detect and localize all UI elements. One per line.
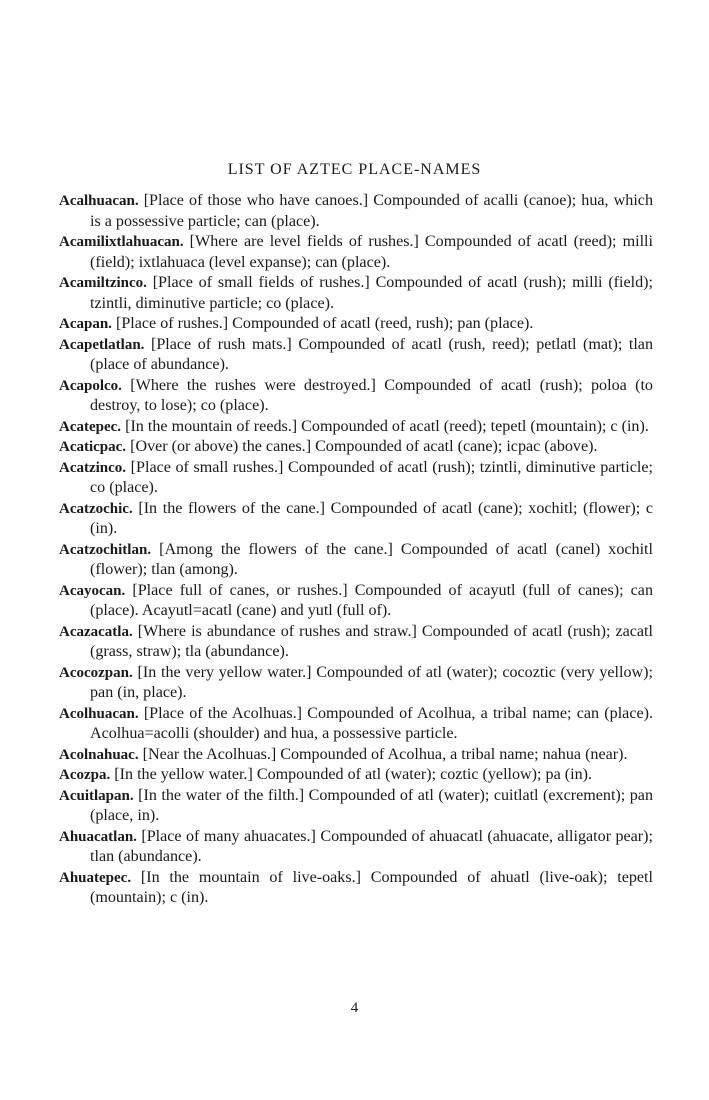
list-item	[59, 335, 653, 376]
list-item	[59, 540, 653, 581]
list-item	[59, 458, 653, 499]
entry-definition: [Among the flowers of the cane.] Compounded of acatl (canel) xochitl (flower); tlan (among).	[90, 540, 653, 578]
page-title: LIST OF AZTEC PLACE-NAMES	[227, 161, 482, 178]
entry-definition: [In the flowers of the cane.] Compounded of acatl (cane); xochitl; (flower); c (in).	[90, 499, 653, 537]
entry-definition: [In the water of the filth.] Compounded of atl (water); cuitlatl (excrement); pan (place, in).	[90, 786, 653, 824]
entry-definition: [Place of small fields of rushes.] Compounded of acatl (rush); milli (field); tzintli, diminutive particle; co (place).	[90, 274, 653, 312]
list-item	[59, 499, 653, 540]
entry-definition: [Where the rushes were destroyed.] Compounded of acatl (rush); poloa (to destroy, to lose); co (place).	[90, 376, 653, 414]
entry-definition: [Over (or above) the canes.] Compounded of acatl (cane); icpac (above).	[130, 438, 598, 455]
entry-headword: Ahuatepec.	[59, 869, 132, 886]
list-item	[59, 232, 653, 273]
list-item	[59, 581, 653, 622]
list-item	[59, 417, 653, 438]
entry-headword: Acamilixtlahuacan.	[59, 234, 184, 250]
entry-headword: Acatzochic.	[59, 500, 133, 517]
entry-definition: [Near the Acolhuas.] Compounded of Acolhua, a tribal name; nahua (near).	[142, 745, 628, 763]
list-item	[59, 273, 653, 314]
list-item	[59, 786, 653, 827]
entry-definition: [In the yellow water.] Compounded of atl (water); coztic (yellow); pa (in).	[114, 766, 593, 783]
entry-headword: Acamiltzinco.	[59, 275, 147, 291]
entry-headword: Acolnahuac.	[59, 746, 139, 763]
list-item	[59, 191, 653, 232]
entry-definition: [Place of the Acolhuas.] Compounded of Acolhua, a tribal name; can (place). Acolhua=acolli (shoulder) and hua, a possessive particle.	[90, 704, 653, 742]
list-item	[59, 376, 653, 417]
entry-headword: Acatepec.	[59, 418, 122, 435]
list-item	[59, 704, 653, 745]
list-item	[59, 437, 653, 458]
entry-headword: Acayocan.	[59, 582, 126, 599]
entry-headword: Acuitlapan.	[59, 787, 134, 804]
entry-headword: Ahuacatlan.	[59, 828, 137, 845]
entry-headword: Acalhuacan.	[59, 193, 139, 209]
list-item	[59, 765, 653, 786]
entry-headword: Acozpa.	[59, 767, 111, 783]
entry-headword: Acapolco.	[59, 377, 122, 394]
entry-definition: [Place of those who have canoes.] Compounded of acalli (canoe); hua, which is a possessive particle; can (place).	[90, 192, 653, 230]
entry-headword: Acaticpac.	[59, 439, 127, 455]
entry-definition: [Where are level fields of rushes.] Compounded of acatl (reed); milli (field); ixtlahuaca (level expanse); can (place).	[90, 233, 653, 271]
entry-definition: [Place full of canes, or rushes.] Compounded of acayutl (full of canes); can (place). Acayutl=acatl (cane) and yutl (full of).	[90, 581, 653, 619]
entry-definition: [Place of rush mats.] Compounded of acatl (rush, reed); petlatl (mat); tlan (place of abundance).	[90, 335, 653, 373]
entry-headword: Acapetlatlan.	[59, 336, 145, 353]
entry-definition: [In the very yellow water.] Compounded of atl (water); cocoztic (very yellow); pan (in, place).	[90, 663, 653, 701]
entry-definition: [Place of rushes.] Compounded of acatl (reed, rush); pan (place).	[115, 315, 534, 332]
list-item	[59, 663, 653, 704]
entry-headword: Acapan.	[59, 316, 112, 332]
entry-headword: Acatzochitlan.	[59, 541, 152, 558]
entry-definition: [Where is abundance of rushes and straw.] Compounded of acatl (rush); zacatl (grass, straw); tla (abundance).	[90, 622, 653, 660]
entry-definition: [In the mountain of live-oaks.] Compounded of ahuatl (live-oak); tepetl (mountain); c (in).	[90, 868, 653, 906]
place-name-list	[59, 191, 653, 909]
entry-headword: Acatzinco.	[59, 459, 127, 476]
entry-headword: Acocozpan.	[59, 664, 133, 681]
entry-headword: Acolhuacan.	[59, 705, 139, 722]
list-item	[59, 314, 653, 335]
entry-definition: [Place of small rushes.] Compounded of acatl (rush); tzintli, diminutive particle; co (place).	[90, 458, 653, 496]
list-item	[59, 622, 653, 663]
page-number: 4	[350, 1000, 359, 1016]
entry-definition: [Place of many ahuacates.] Compounded of ahuacatl (ahuacate, alligator pear); tlan (abundance).	[90, 827, 653, 865]
entry-definition: [In the mountain of reeds.] Compounded of acatl (reed); tepetl (mountain); c (in).	[125, 417, 649, 435]
entry-headword: Acazacatla.	[59, 623, 133, 640]
list-item	[59, 745, 653, 766]
list-item	[59, 827, 653, 868]
list-item	[59, 868, 653, 909]
